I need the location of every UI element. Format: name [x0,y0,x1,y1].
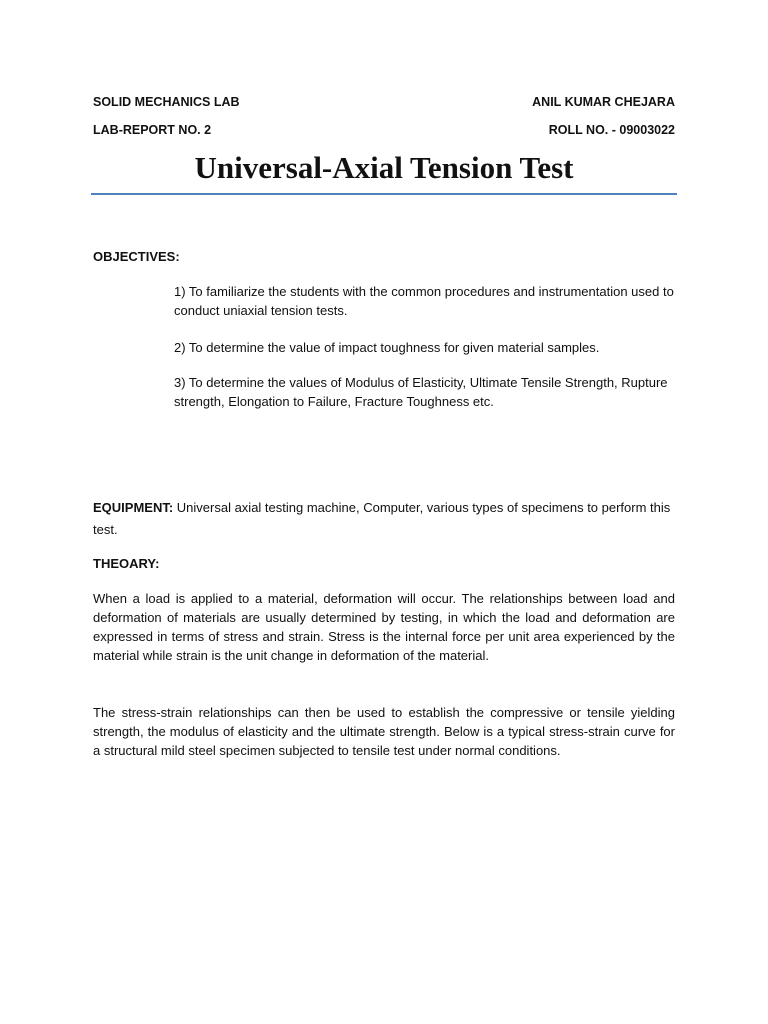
roll-number: ROLL NO. - 09003022 [548,123,675,137]
title-divider [91,193,677,195]
objective-item-2: 2) To determine the value of impact toughness for given material samples. [174,340,600,355]
author-name: ANIL KUMAR CHEJARA [532,95,675,109]
objectives-heading: OBJECTIVES: [93,249,180,264]
equipment-text: Universal axial testing machine, Computer, various types of specimens to perform this test. [93,500,671,537]
header-row-2 [93,121,675,140]
equipment-section [93,497,675,541]
equipment-label: EQUIPMENT: [93,500,174,515]
page-title: Universal-Axial Tension Test [194,150,574,185]
objective-item-1: 1) To familiarize the students with the common procedures and instrumentation used to conduct uniaxial tension tests. [174,284,674,318]
header-row-1 [93,93,675,112]
report-number: LAB-REPORT NO. 2 [93,123,212,137]
lab-name: SOLID MECHANICS LAB [93,95,240,109]
theory-paragraph-2: The stress-strain relationships can then be used to establish the compressive or tensile yielding strength, the modulus of elasticity and the ultimate strength. Below is a typical stress-strain curve for a structural mild steel specimen subjected to tensile test under normal conditions. [93,705,675,758]
objective-item-3: 3) To determine the values of Modulus of Elasticity, Ultimate Tensile Strength, Rupture strength, Elongation to Failure, Fracture Toughness etc. [174,375,668,409]
theory-heading: THEOARY: [93,556,160,571]
theory-paragraph-1: When a load is applied to a material, deformation will occur. The relationships between load and deformation of materials are usually determined by testing, in which the load and deformation are expressed in terms of stress and strain. Stress is the internal force per unit area experienced by the material while strain is the unit change in deformation of the material. [93,591,675,663]
